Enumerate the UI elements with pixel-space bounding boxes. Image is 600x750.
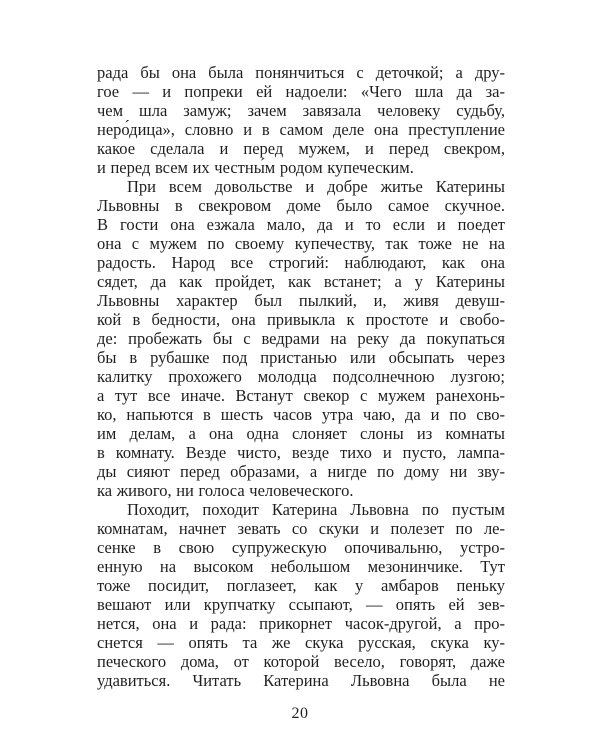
text-line: сядет, да как пройдет, как встанет; а у Катерины — [97, 272, 505, 291]
text-line: вешают или крупчатку ссыпают, — опять ей зев- — [97, 595, 505, 614]
paragraph — [97, 63, 505, 177]
text-line: де: пробежать бы с ведрами на реку да покупаться — [97, 329, 505, 348]
text-line: печеского дома, от которой весело, говорят, даже — [97, 652, 505, 671]
text-line: ка живого, ни голоса человеческого. — [97, 481, 354, 500]
text-line: им делам, а она одна слоняет слоны из комнаты — [97, 424, 505, 443]
text-line: и перед всем их честны́м родом купеческим. — [97, 158, 414, 177]
page-text — [97, 63, 505, 690]
text-line: удавиться. Читать Катерина Львовна была не — [97, 671, 505, 690]
text-line: снется — опять та же скука русская, скука ку- — [97, 633, 505, 652]
text-line: Львовны характер был пылкий, и, живя девуш- — [97, 291, 505, 310]
text-line: ко, напьются в шесть часов утра чаю, да и по сво- — [97, 405, 505, 424]
text-line: При всем довольстве и добре житье Катерины — [127, 177, 505, 196]
text-line: калитку прохожего молодца подсолнечною лузгою; — [97, 367, 505, 386]
page-number: 20 — [291, 705, 309, 722]
text-line: ды сияют перед образами, а нигде по дому ни зву- — [97, 462, 505, 481]
text-line: гое — и попреки ей надоели: «Чего шла да за- — [97, 82, 505, 101]
text-line: а тут все иначе. Встанут свекор с мужем ранехонь- — [97, 386, 505, 405]
text-line: в комнату. Везде чисто, везде тихо и пусто, лампа- — [97, 443, 505, 462]
text-line: Походит, походит Катерина Львовна по пустым — [127, 500, 505, 519]
text-line: радость. Народ все строгий: наблюдают, как она — [97, 253, 505, 272]
text-line: В гости она езжала мало, да и то если и поедет — [97, 215, 505, 234]
text-line: кой в бедности, она привыкла к простоте и свобо- — [97, 310, 505, 329]
paragraph — [97, 177, 505, 500]
paragraph — [97, 500, 505, 690]
text-line: неро́дица», словно и в самом деле она преступление — [97, 120, 505, 139]
text-line: рада бы она была понянчиться с деточкой; а дру- — [97, 63, 505, 82]
text-line: Львовны в свекровом доме было самое скучное. — [97, 196, 505, 215]
text-line: бы в рубашке под пристанью или обсыпать через — [97, 348, 505, 367]
text-line: чем шла замуж; зачем завязала человеку судьбу, — [97, 101, 505, 120]
text-line: нется, она и рада: прикорнет часок-другой, а про- — [97, 614, 505, 633]
text-line: какое сделала и перед мужем, и перед свекром, — [97, 139, 505, 158]
text-line: енную на высоком небольшом мезонинчике. Тут — [97, 557, 505, 576]
text-line: комнатам, начнет зевать со скуки и полезет по ле- — [97, 519, 505, 538]
text-line: она с мужем по своему купечеству, так тоже не на — [97, 234, 505, 253]
text-line: сенке в свою супружескую опочивальню, устро- — [97, 538, 505, 557]
text-line: тоже посидит, поглазеет, как у амбаров пеньку — [97, 576, 505, 595]
